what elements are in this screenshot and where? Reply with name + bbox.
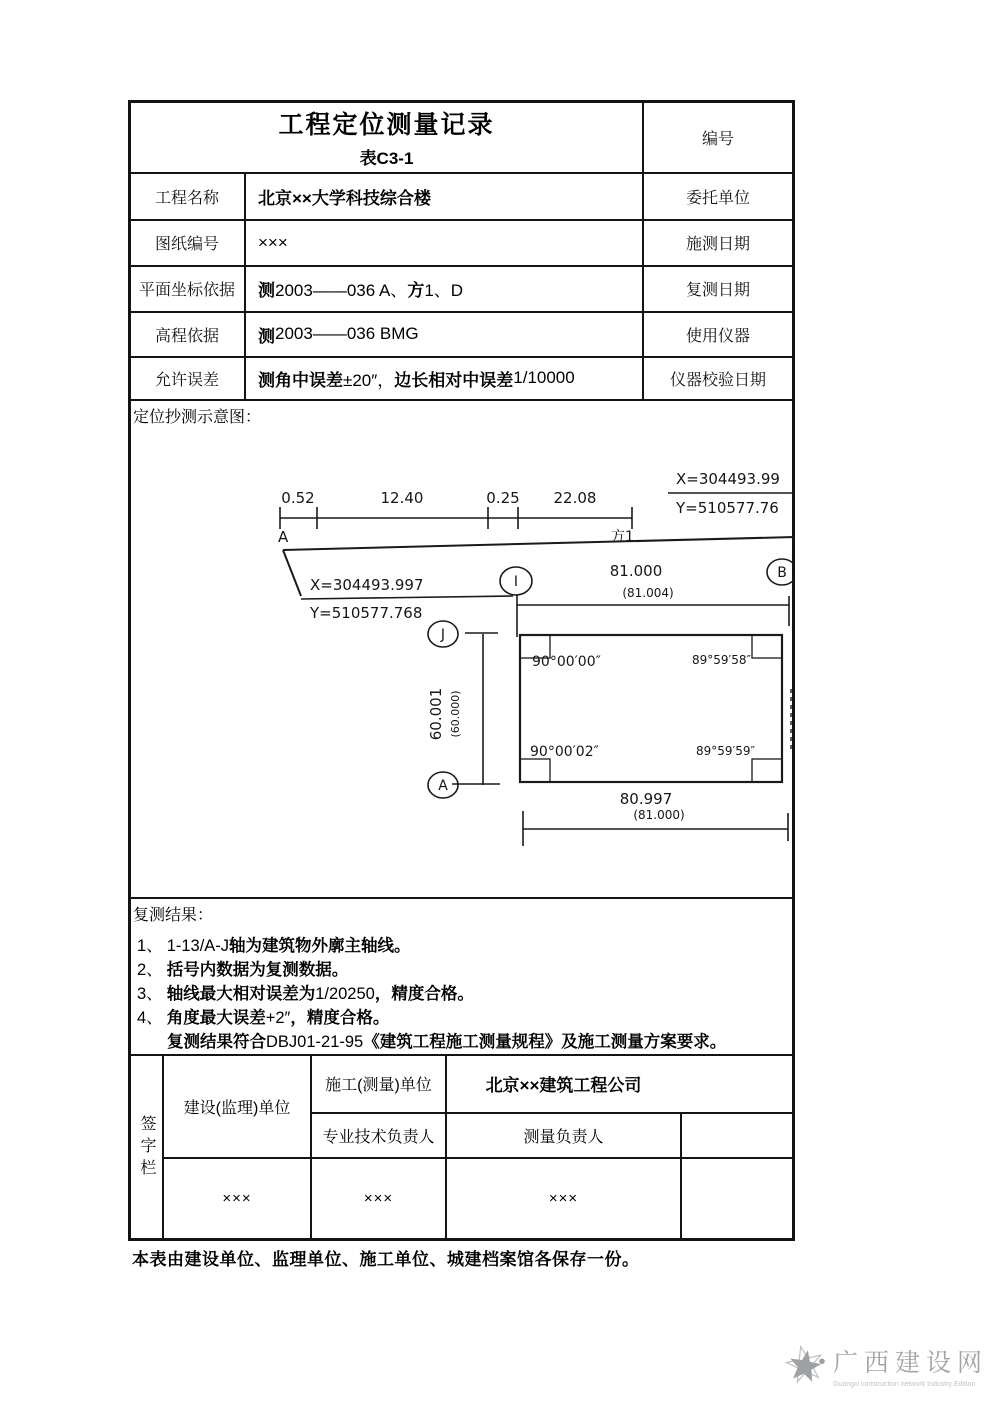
row-label-calibration-date: 仪器校验日期 bbox=[669, 371, 766, 389]
survey-lead-label: 测量负责人 bbox=[523, 1128, 604, 1146]
item-number: 3、 bbox=[137, 985, 163, 1003]
axis-a-label: A bbox=[438, 778, 448, 794]
left-length: 60.001 bbox=[427, 687, 445, 741]
item-text: 轴线最大相对误差为1/20250，精度合格。 bbox=[166, 985, 474, 1003]
page-title: 工程定位测量记录 bbox=[278, 111, 495, 139]
bottom-length-check: (81.000) bbox=[633, 808, 685, 822]
angle-bottom-right: 89°59′59″ bbox=[696, 744, 756, 758]
corner-coord-x-clipped: X=304493.99 bbox=[676, 470, 780, 488]
row-label-instrument: 使用仪器 bbox=[685, 327, 750, 345]
row-label-drawing-no: 图纸编号 bbox=[154, 236, 219, 253]
top-length: 81.000 bbox=[609, 562, 663, 580]
row-label-tolerance: 允许误差 bbox=[154, 371, 219, 389]
watermark-text bbox=[833, 1343, 988, 1388]
row-label-elevation-basis: 高程依据 bbox=[154, 327, 219, 345]
item-text: 角度最大误差+2″，精度合格。 bbox=[166, 1009, 390, 1027]
bottom-length: 80.997 bbox=[619, 790, 673, 808]
dim-0-52: 0.52 bbox=[281, 489, 315, 507]
retention-note: 本表由建设单位、监理单位、施工单位、城建档案馆各保存一份。 bbox=[132, 1250, 640, 1269]
form-header bbox=[131, 103, 642, 171]
form-number: 表C3-1 bbox=[359, 149, 414, 168]
corner-coord-x: X=304493.997 bbox=[310, 576, 424, 594]
result-item-3 bbox=[137, 980, 474, 1004]
left-length-check: (60.000) bbox=[449, 690, 462, 738]
builder-signature: ××× bbox=[222, 1190, 252, 1207]
result-item-2 bbox=[137, 956, 348, 980]
item-number: 1、 bbox=[137, 937, 163, 955]
angle-top-right: 89°59′58″ bbox=[692, 653, 752, 667]
row-value-elevation-basis: 测 2003——036 BMG bbox=[258, 324, 419, 346]
angle-bottom-left: 90°00′02″ bbox=[530, 744, 599, 760]
row-value-plane-coord-basis: 测 2003——036 A、 方 1、D bbox=[258, 281, 464, 300]
row-label-project-name: 工程名称 bbox=[154, 189, 219, 207]
watermark-name: 广西建设网 bbox=[832, 1349, 988, 1377]
dim-0-25: 0.25 bbox=[486, 489, 520, 507]
signature-column-label: 签字栏 bbox=[138, 1114, 155, 1181]
watermark-tagline: Guangxi construction network Industry Edition bbox=[832, 1380, 976, 1388]
baseline-point-a-label: A bbox=[278, 528, 289, 546]
row-label-recheck-date: 复测日期 bbox=[685, 282, 750, 299]
row-label-plane-coord-basis: 平面坐标依据 bbox=[138, 282, 235, 299]
item-number: 4、 bbox=[137, 1009, 163, 1027]
item-text: 括号内数据为复测数据。 bbox=[166, 961, 349, 979]
row-value-tolerance: 测角中误差 ±20″， 边长相对中误差 1/10000 bbox=[258, 368, 575, 390]
tech-lead-label: 专业技术负责人 bbox=[322, 1128, 435, 1146]
grid-line bbox=[244, 172, 246, 401]
site-survey-diagram bbox=[128, 400, 795, 898]
corner-coord-y: Y=510577.768 bbox=[310, 604, 423, 622]
dim-12-40: 12.40 bbox=[380, 489, 424, 507]
angle-top-left: 90°00′00″ bbox=[532, 654, 601, 670]
tech-lead-signature: ××× bbox=[363, 1190, 394, 1207]
star-logo-icon bbox=[782, 1333, 827, 1397]
row-value-drawing-no: ××× bbox=[258, 232, 288, 252]
survey-lead-signature: ××× bbox=[548, 1190, 579, 1207]
row-label-survey-date: 施测日期 bbox=[685, 236, 750, 253]
contractor-unit-label: 施工(测量)单位 bbox=[325, 1077, 432, 1094]
serial-label: 编号 bbox=[701, 130, 734, 148]
diagram-section-label: 定位抄测示意图： bbox=[133, 409, 262, 426]
builder-unit-label: 建设(监理)单位 bbox=[183, 1099, 291, 1117]
corner-coord-y-clipped: Y=510577.76 bbox=[676, 499, 779, 517]
item-number: 2、 bbox=[137, 961, 163, 979]
contractor-unit-value: 北京××建筑工程公司 bbox=[485, 1076, 642, 1095]
dim-22-08: 22.08 bbox=[553, 489, 597, 507]
top-length-check: (81.004) bbox=[622, 586, 674, 600]
result-conclusion: 复测结果符合DBJ01-21-95《建筑工程施工测量规程》及施工测量方案要求。 bbox=[167, 1033, 727, 1051]
result-item-1 bbox=[137, 932, 411, 956]
result-item-4 bbox=[137, 1004, 389, 1028]
item-text: 1-13/A-J轴为建筑物外廓主轴线。 bbox=[166, 937, 411, 955]
results-heading: 复测结果： bbox=[133, 907, 214, 924]
axis-j-label: J bbox=[440, 627, 446, 643]
row-label-client: 委托单位 bbox=[685, 189, 750, 207]
axis-b-label: B bbox=[777, 565, 787, 581]
watermark bbox=[782, 1332, 988, 1398]
grid-line bbox=[680, 1112, 682, 1240]
table-border-bottom bbox=[128, 1238, 795, 1241]
station-fang1-label: 方1 bbox=[611, 529, 634, 545]
row-value-project-name: 北京××大学科技综合楼 bbox=[258, 188, 431, 208]
axis-i-label: I bbox=[513, 574, 519, 590]
